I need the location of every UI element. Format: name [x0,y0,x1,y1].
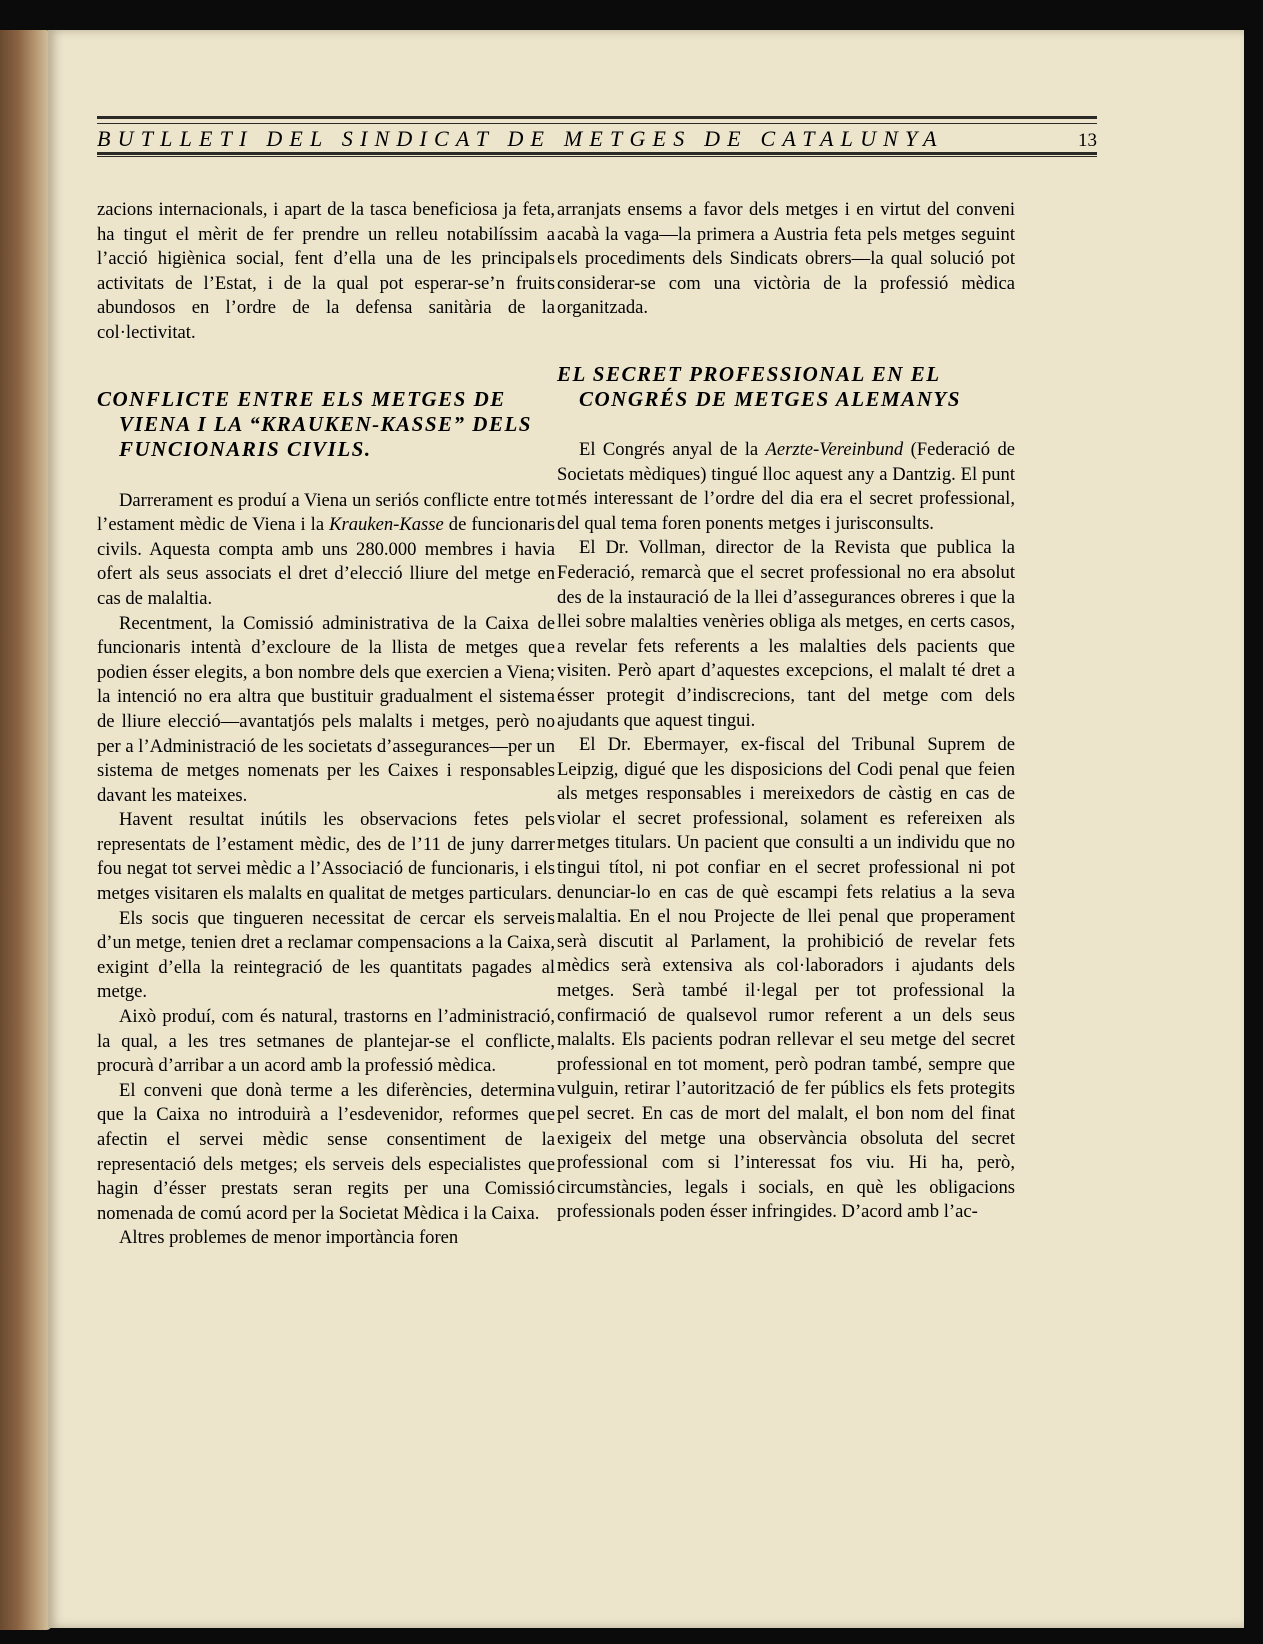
left-intro-paragraph: zacions internacionals, i apart de la tasca beneficiosa ja feta, ha tingut el mèrit de fer prendre un relleu notabilíssim a l’acció higiènica social, fent d’ella una de les principals activitats de l’Estat, i de la qual pot esperar-se’n fruits abundosos en l’ordre de la defensa sanitària de la col·lectivitat. [97,199,555,343]
text-run: El Congrés anyal de la [579,438,766,460]
text-run: de funcionaris civils. Aquesta compta amb uns 280.000 membres i havia ofert als seus associats el dret d’elecció lliure del metge en cas de malaltia. [97,514,555,609]
right-intro-paragraph: arranjats ensems a favor dels metges i en virtut del conveni acabà la vaga—la primera a Austria feta pels metges seguint els procediments dels Sindicats obrers—la qual solució pot considerar-se com una victòria de la professió mèdica organitzada. [557,199,1015,319]
paragraph: Altres problemes de menor importància foren [119,1227,459,1249]
heading-line: EL SECRET PROFESSIONAL EN EL [557,361,941,386]
paragraph: Els socis que tingueren necessitat de cercar els serveis d’un metge, tenien dret a reclamar compensacions a la Caixa, exigint d’ella la reintegració de les quantitats pagades al metge. [97,907,555,1003]
header-rule-top [97,116,1097,119]
paragraph: Havent resultat inútils les observacions fetes pels representats de l’estament mèdic, des de l’11 de juny darrer fou negat tot servei mèdic a l’Associació de funcionaris, i els metges visitaren els malalts en qualitat de metges particulars. [97,809,555,905]
paragraph: El conveni que donà terme a les diferències, determina que la Caixa no introduirà a l’esdevenidor, reformes que afectin el servei mèdic sense consentiment de la representació dels metges; els serveis dels especialistes que hagin d’ésser prestats seran regits per una Comissió nomenada de comú acord per la Societat Mèdica i la Caixa. [97,1079,555,1224]
running-header [97,86,1097,158]
right-column [557,198,1015,1225]
italic-term: Krauken-Kasse [329,514,444,536]
heading-line: VIENA I LA “KRAUKEN-KASSE” DELS [119,411,532,436]
paragraph [557,438,1015,536]
header-rule-bottom [97,152,1097,155]
paragraph [97,489,555,612]
italic-term: Aerzte-Vereinbund [765,438,904,460]
book-binding-edge [0,30,52,1630]
heading-line: FUNCIONARIS CIVILS. [119,436,372,461]
section-heading-secret [557,362,1015,412]
paragraph: Això produí, com és natural, trastorns en l’administració, la qual, a les tres setmanes de plantejar-se el conflicte, procurà d’arribar a un acord amb la professió mèdica. [97,1006,555,1077]
paragraph: Recentment, la Comissió administrativa de la Caixa de funcionaris intentà d’excloure de la llista de metges que podien ésser elegits, a bon nombre dels que exercien a Viena; la intenció no era altra que bustituir gradualment el sistema de lliure elecció—avantatjós pels malalts i metges, però no per a l’Administració de les societats d’assegurances—per un sistema de metges nomenats per les Caixes i responsables davant les mateixes. [97,612,555,806]
section-heading-conflict [97,387,555,462]
text-run: (Federació de Societats mèdiques) tingué lloc aquest any a Dantzig. El punt més interessant de l’ordre del dia era el secret professional, del qual tema foren ponents metges i jurisconsults. [557,438,1015,534]
heading-line: CONFLICTE ENTRE ELS METGES DE [97,386,506,411]
text-run: Darrerament es produí a Viena un seriós conflicte entre tot l’estament mèdic de Viena i la [97,489,555,536]
heading-line: CONGRÉS DE METGES ALEMANYS [579,386,961,411]
header-rule-bottom-thin [97,156,1097,157]
paragraph: El Dr. Vollman, director de la Revista que publica la Federació, remarcà que el secret professional no era absolut des de la instauració de la llei d’assegurances obreres i que la llei sobre malalties venèries obliga als metges, en certs casos, a revelar fets referents a les malalties dels pacients que visiten. Però apart d’aquestes excepcions, el malalt té dret a ésser protegit d’indiscrecions, tant del metge com dels ajudants que aquest tingui. [557,537,1015,731]
left-column [97,198,555,1251]
paragraph: El Dr. Ebermayer, ex-fiscal del Tribunal Suprem de Leipzig, digué que les disposicions del Codi penal que feien als metges responsables i mereixedors de càstig en cas de violar el secret professional, solament es refereixen als metges titulars. Un pacient que consulti a un individu que no tingui títol, ni pot confiar en el secret professional ni pot denunciar-lo en cas de què escampi fets relatius a la seva malaltia. En el nou Projecte de llei penal que properament serà discutit al Parlament, la prohibició de revelar fets mèdics serà extensiva als col·laboradors i ajudants dels metges. Serà també il·legal per tot professional la confirmació de qualsevol rumor referent a un dels seus malalts. Els pacients podran rellevar el seu metge del secret professional en tot moment, però podran també, sempre que vulguin, retirar l’autorització de fer públics els fets protegits pel secret. En cas de mort del malalt, el bon nom del finat exigeix del metge una observància obsoluta del secret professional com si l’interessat fos viu. Hi ha, però, circumstàncies, legals i socials, en què les obligacions professionals poden ésser infringides. D’acord amb l’ac- [557,734,1015,1223]
header-rule-top-thin [97,123,1097,124]
journal-title: BUTLLETI DEL SINDICAT DE METGES DE CATALUNYA [97,126,944,151]
page-number: 13 [1078,130,1097,151]
